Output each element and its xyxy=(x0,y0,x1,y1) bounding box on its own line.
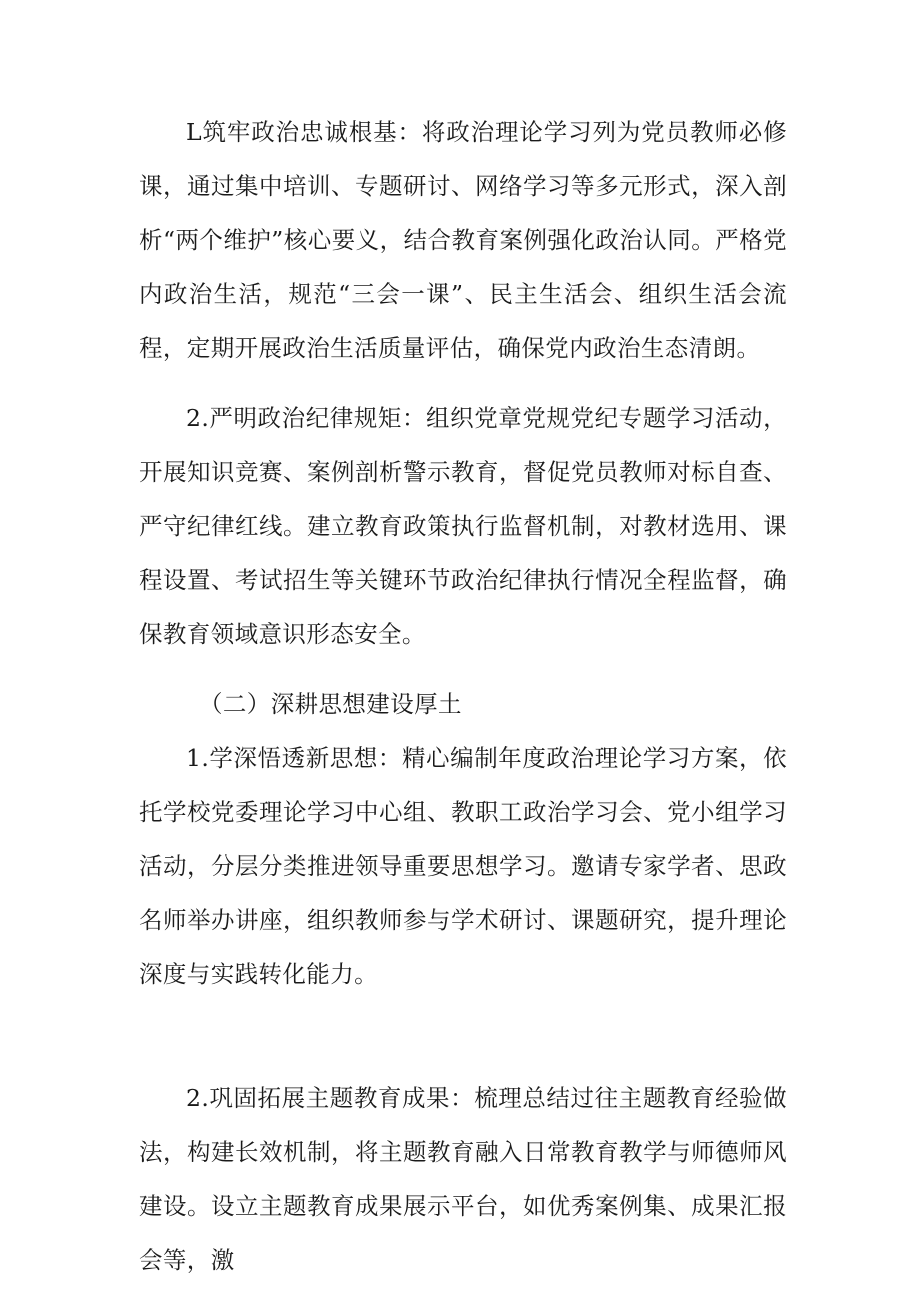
paragraph-theme-education: 2.巩固拓展主题教育成果：梳理总结过往主题教育经验做法，构建长效机制，将主题教育融入日常教育教学与师德师风建设。设立主题教育成果展示平台，如优秀案例集、成果汇报会等，激 xyxy=(139,1084,787,1274)
paragraph-study-new-thought: 1.学深悟透新思想：精心编制年度政治理论学习方案，依托学校党委理论学习中心组、教职工政治学习会、党小组学习活动，分层分类推进领导重要思想学习。邀请专家学者、思政名师举办讲座，组织教师参与学术研讨、课题研究，提升理论深度与实践转化能力。 xyxy=(139,744,787,988)
paragraph-political-loyalty: L筑牢政治忠诚根基：将政治理论学习列为党员教师必修课，通过集中培训、专题研讨、网络学习等多元形式，深入剖析“两个维护”核心要义，结合教育案例强化政治认同。严格党内政治生活，规范“三会一课”、民主生活会、组织生活会流程，定期开展政治生活质量评估，确保党内政治生态清朗。 xyxy=(139,118,787,362)
paragraph-political-discipline: 2.严明政治纪律规矩：组织党章党规党纪专题学习活动，开展知识竞赛、案例剖析警示教育，督促党员教师对标自查、严守纪律红线。建立教育政策执行监督机制，对教材选用、课程设置、考试招生等关键环节政治纪律执行情况全程监督，确保教育领域意识形态安全。 xyxy=(139,404,787,648)
section-heading: （二）深耕思想建设厚土 xyxy=(199,690,462,718)
